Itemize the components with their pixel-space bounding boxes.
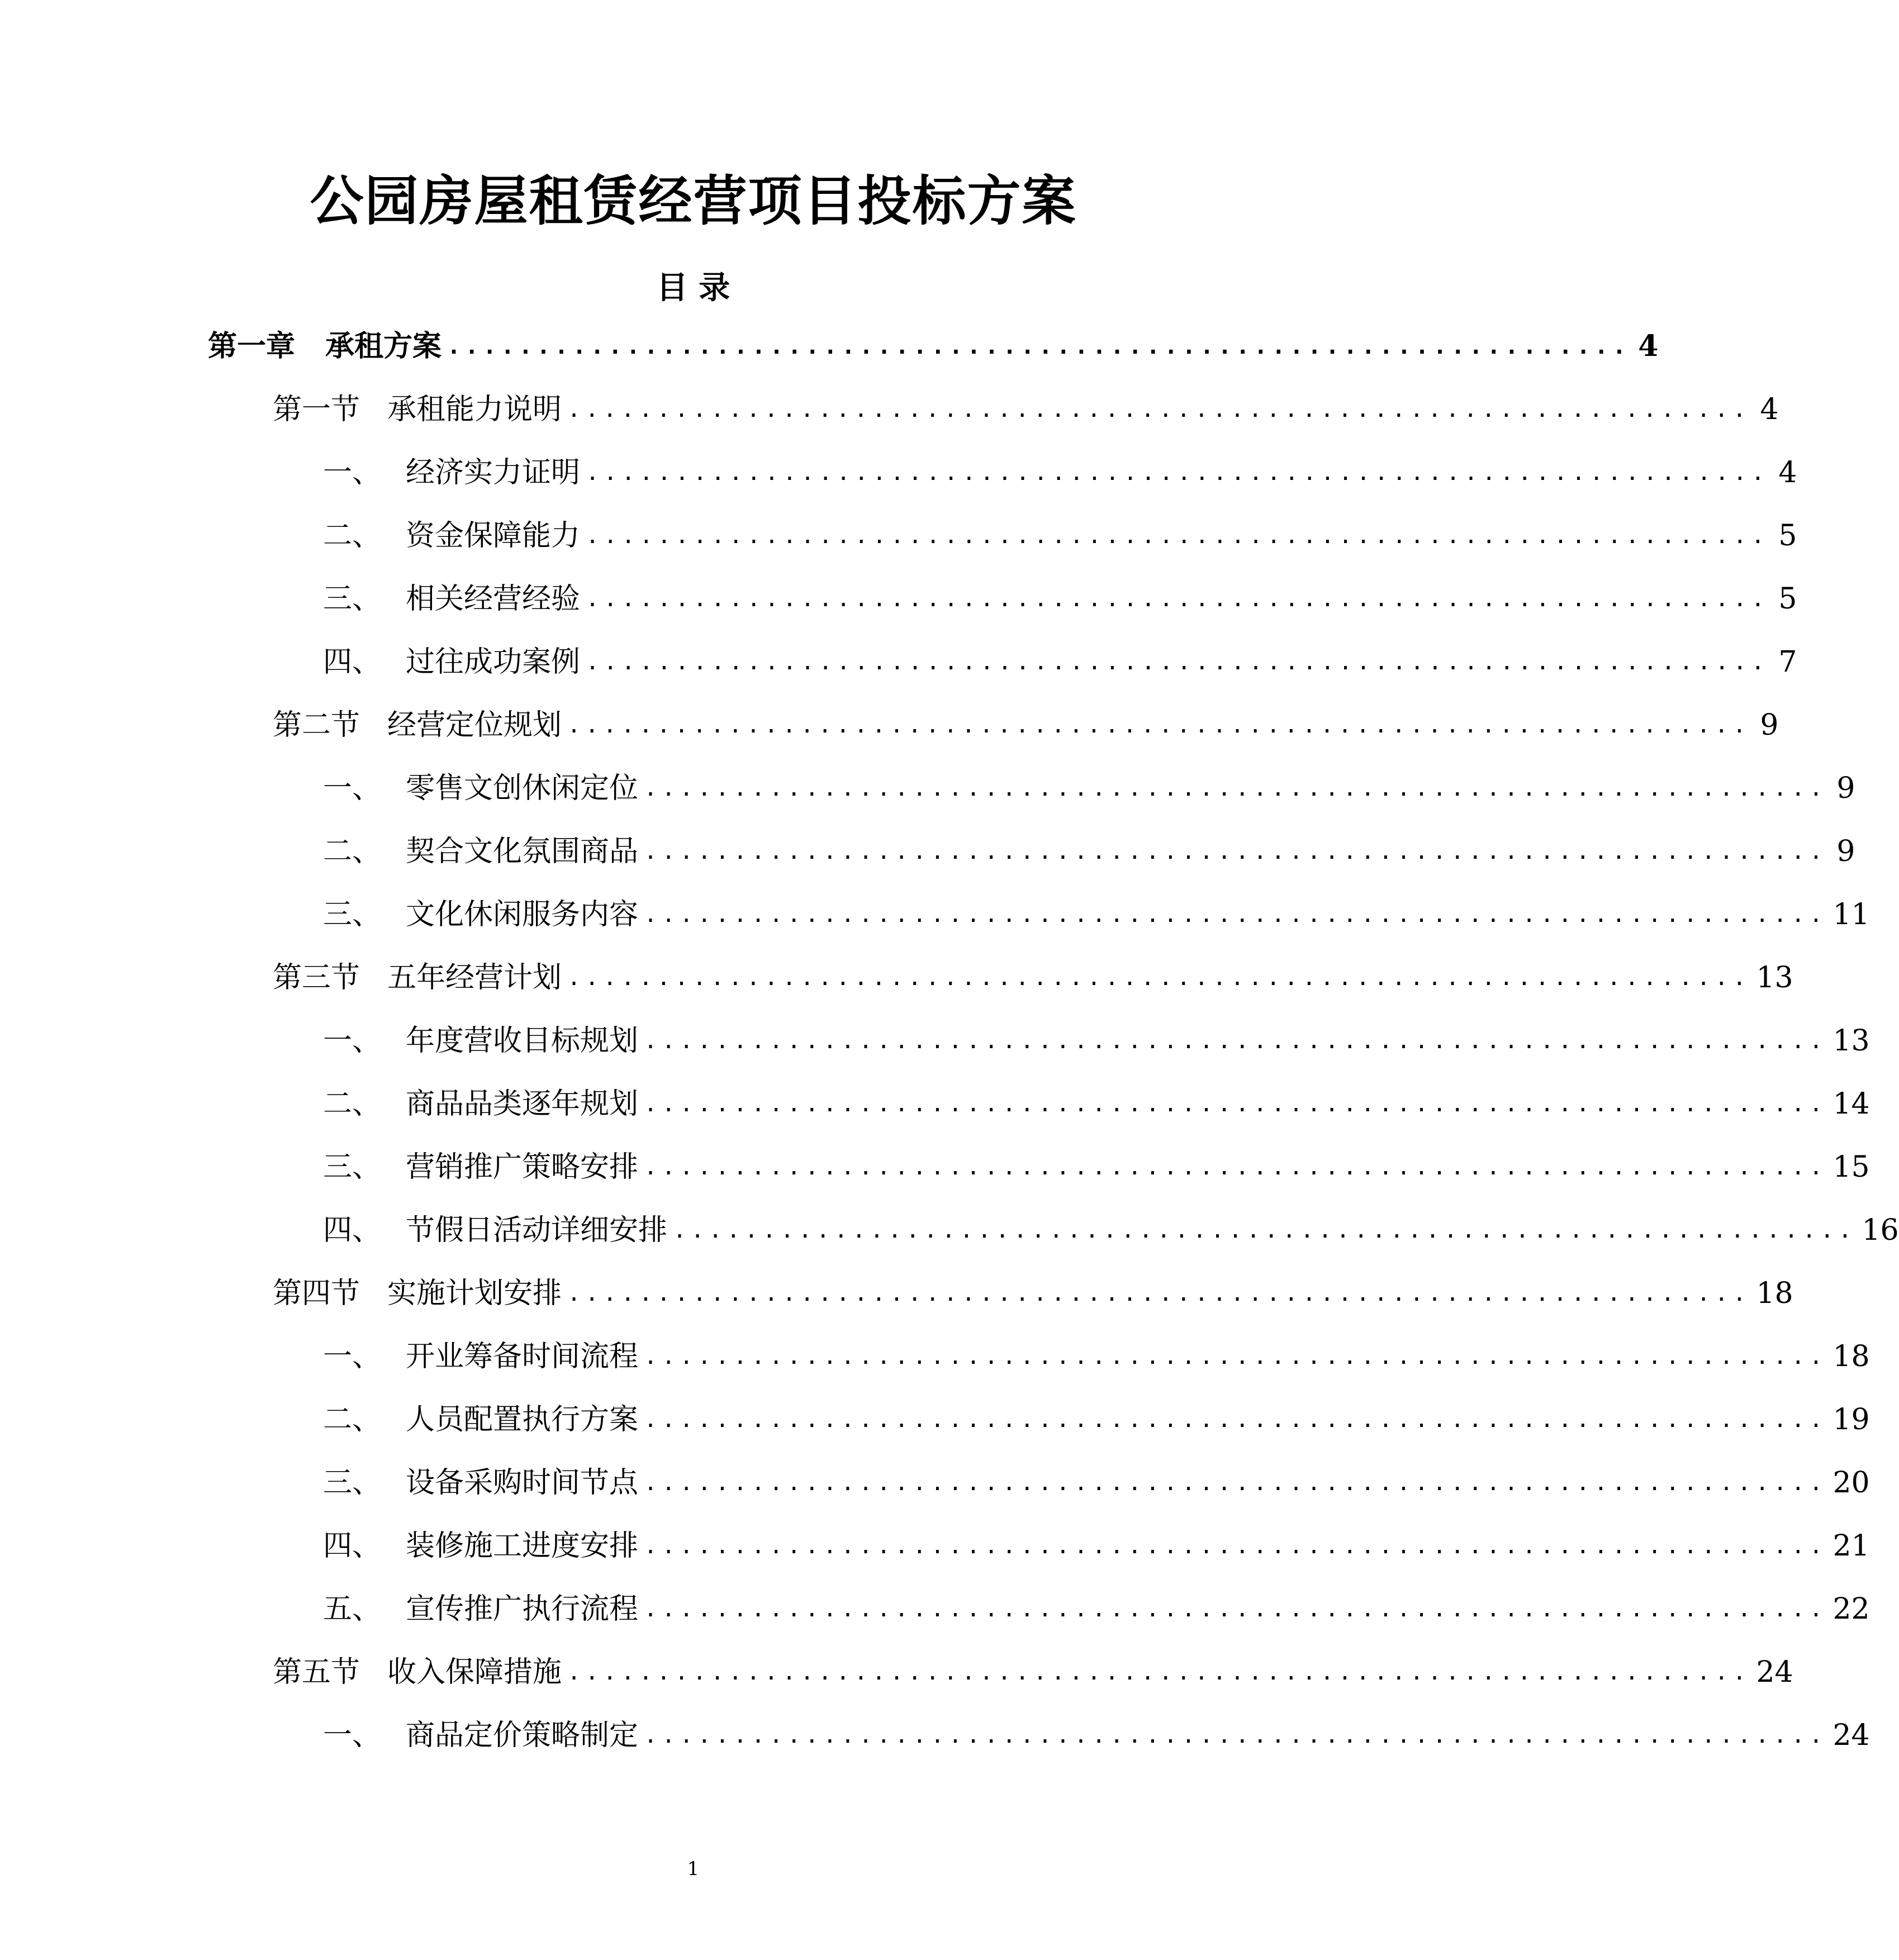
toc-entry-page: 5 <box>1778 582 1797 616</box>
toc-entry[interactable] <box>323 1713 1870 1758</box>
toc-entry-number: 三、 <box>323 1150 382 1184</box>
toc-entry-number: 一、 <box>323 456 382 489</box>
toc-dot-leader: .................................................................. <box>644 776 1827 801</box>
toc-dot-leader: .................................................................. <box>644 1154 1827 1180</box>
toc-entry[interactable] <box>323 640 1797 684</box>
toc-dot-leader: .................................................................. <box>567 397 1751 422</box>
toc-entry-number: 三、 <box>323 898 382 931</box>
toc-entry[interactable] <box>323 829 1855 874</box>
toc-entry-number: 四、 <box>323 1214 382 1247</box>
toc-entry-number: 三、 <box>323 1466 382 1500</box>
toc-entry[interactable] <box>273 703 1779 748</box>
toc-entry-title: 设备采购时间节点 <box>406 1466 639 1500</box>
toc-dot-leader: .................................................................. <box>644 1596 1827 1622</box>
toc-entry[interactable] <box>208 324 1659 369</box>
toc-entry-number: 二、 <box>323 1087 382 1121</box>
toc-dot-leader: .................................................................. <box>586 460 1769 486</box>
toc-entry-number: 二、 <box>323 519 382 553</box>
toc-entry-page: 21 <box>1832 1529 1870 1563</box>
toc-entry-page: 15 <box>1832 1150 1870 1184</box>
toc-entry-title: 商品定价策略制定 <box>406 1719 639 1752</box>
toc-entry-page: 24 <box>1756 1655 1793 1689</box>
toc-dot-leader: .................................................................. <box>644 1723 1827 1748</box>
toc-entry-page: 9 <box>1836 835 1855 868</box>
toc-entry[interactable] <box>323 1019 1870 1063</box>
toc-entry-page: 20 <box>1832 1466 1870 1500</box>
toc-entry-page: 9 <box>1760 708 1779 742</box>
toc-dot-leader: .................................................................. <box>586 586 1769 612</box>
toc-entry-number: 三、 <box>323 582 382 616</box>
toc-entry-number: 第三节 <box>273 961 360 995</box>
toc-entry-title: 宣传推广执行流程 <box>406 1592 639 1626</box>
toc-dot-leader: .................................................................. <box>644 1344 1827 1369</box>
toc-entry-title: 过往成功案例 <box>406 645 581 679</box>
toc-entry-page: 4 <box>1778 456 1797 489</box>
toc-dot-leader: .................................................................. <box>567 1281 1751 1306</box>
toc-entry[interactable] <box>323 450 1797 495</box>
toc-dot-leader: .................................................................. <box>673 1217 1857 1243</box>
toc-entry[interactable] <box>323 1587 1870 1631</box>
toc-entry-title: 文化休闲服务内容 <box>406 898 639 931</box>
toc-entry-number: 第五节 <box>273 1655 360 1689</box>
toc-entry-title: 装修施工进度安排 <box>406 1529 639 1563</box>
toc-entry[interactable] <box>273 387 1779 432</box>
toc-entry-number: 一、 <box>323 1719 382 1752</box>
toc-entry-page: 19 <box>1832 1403 1870 1436</box>
toc-entry-number: 四、 <box>323 645 382 679</box>
toc-entry-number: 第一节 <box>273 393 360 426</box>
toc-entry-title: 人员配置执行方案 <box>406 1403 639 1436</box>
toc-entry-number: 第一章 <box>208 329 296 363</box>
toc-entry[interactable] <box>323 1082 1870 1126</box>
toc-entry[interactable] <box>323 1524 1870 1568</box>
toc-dot-leader: .................................................................. <box>644 839 1827 864</box>
toc-entry-page: 9 <box>1836 772 1855 805</box>
toc-entry-title: 开业筹备时间流程 <box>406 1340 639 1373</box>
toc-dot-leader: .................................................................. <box>644 1470 1827 1496</box>
toc-entry-page: 14 <box>1832 1087 1870 1121</box>
toc-entry-page: 22 <box>1832 1592 1870 1626</box>
toc-entry-number: 二、 <box>323 1403 382 1436</box>
toc-dot-leader: .................................................................. <box>586 649 1769 675</box>
toc-entry-page: 18 <box>1756 1277 1793 1310</box>
page-number: 1 <box>687 1858 700 1880</box>
toc-entry[interactable] <box>323 1397 1870 1442</box>
toc-entry[interactable] <box>323 1461 1870 1505</box>
toc-entry-page: 7 <box>1778 645 1797 679</box>
toc-entry[interactable] <box>323 1334 1870 1379</box>
toc-entry-title: 零售文创休闲定位 <box>406 772 639 805</box>
toc-entry[interactable] <box>323 1145 1870 1190</box>
toc-heading: 目 录 <box>656 269 730 306</box>
toc-entry-page: 11 <box>1832 898 1870 931</box>
toc-entry[interactable] <box>273 1271 1793 1316</box>
toc-entry-number: 第二节 <box>273 708 360 742</box>
toc-entry-number: 第四节 <box>273 1277 360 1310</box>
toc-dot-leader: .................................................................. <box>567 965 1751 991</box>
toc-entry-title: 承租方案 <box>325 329 442 363</box>
toc-entry-title: 五年经营计划 <box>387 961 562 995</box>
toc-entry-title: 商品品类逐年规划 <box>406 1087 639 1121</box>
toc-entry[interactable] <box>273 955 1793 1000</box>
toc-entry-page: 4 <box>1638 329 1659 363</box>
toc-entry-title: 收入保障措施 <box>387 1655 562 1689</box>
toc-entry-title: 经营定位规划 <box>387 708 562 742</box>
toc-entry-title: 资金保障能力 <box>406 519 581 553</box>
toc-entry-title: 节假日活动详细安排 <box>406 1214 668 1247</box>
toc-dot-leader: .................................................................. <box>644 902 1827 927</box>
toc-dot-leader: .................................................................. <box>644 1407 1827 1433</box>
toc-entry-page: 24 <box>1832 1719 1870 1752</box>
toc-entry-title: 营销推广策略安排 <box>406 1150 639 1184</box>
toc-entry-title: 年度营收目标规划 <box>406 1024 639 1058</box>
toc-dot-leader: .................................................................. <box>567 1659 1751 1685</box>
toc-entry-page: 13 <box>1756 961 1793 995</box>
toc-entry-number: 一、 <box>323 1024 382 1058</box>
toc-dot-leader: .................................................................. <box>644 1028 1827 1054</box>
toc-entry[interactable] <box>323 577 1797 621</box>
toc-entry-number: 一、 <box>323 772 382 805</box>
toc-entry[interactable] <box>273 1650 1793 1695</box>
toc-entry-page: 13 <box>1832 1024 1870 1058</box>
toc-entry[interactable] <box>323 513 1797 558</box>
toc-entry[interactable] <box>323 766 1855 811</box>
toc-entry-title: 相关经营经验 <box>406 582 581 616</box>
toc-dot-leader: .................................................................. <box>567 712 1751 738</box>
toc-dot-leader: .................................................................. <box>447 334 1631 359</box>
toc-dot-leader: .................................................................. <box>644 1091 1827 1117</box>
toc-entry-page: 16 <box>1862 1214 1899 1247</box>
toc-entry-number: 四、 <box>323 1529 382 1563</box>
toc-entry-page: 5 <box>1778 519 1797 553</box>
toc-entry-page: 4 <box>1760 393 1779 426</box>
toc-entry-number: 一、 <box>323 1340 382 1373</box>
toc-dot-leader: .................................................................. <box>586 523 1769 549</box>
toc-entry-title: 经济实力证明 <box>406 456 581 489</box>
toc-entry-title: 实施计划安排 <box>387 1277 562 1310</box>
toc-entry-number: 五、 <box>323 1592 382 1626</box>
toc-dot-leader: .................................................................. <box>644 1533 1827 1559</box>
toc-entry-number: 二、 <box>323 835 382 868</box>
toc-entry[interactable] <box>323 1208 1899 1253</box>
toc-entry-page: 18 <box>1832 1340 1870 1373</box>
document-title: 公园房屋租赁经营项目投标方案 <box>310 169 1077 232</box>
toc-entry[interactable] <box>323 892 1870 937</box>
toc-entry-title: 契合文化氛围商品 <box>406 835 639 868</box>
toc-entry-title: 承租能力说明 <box>387 393 562 426</box>
